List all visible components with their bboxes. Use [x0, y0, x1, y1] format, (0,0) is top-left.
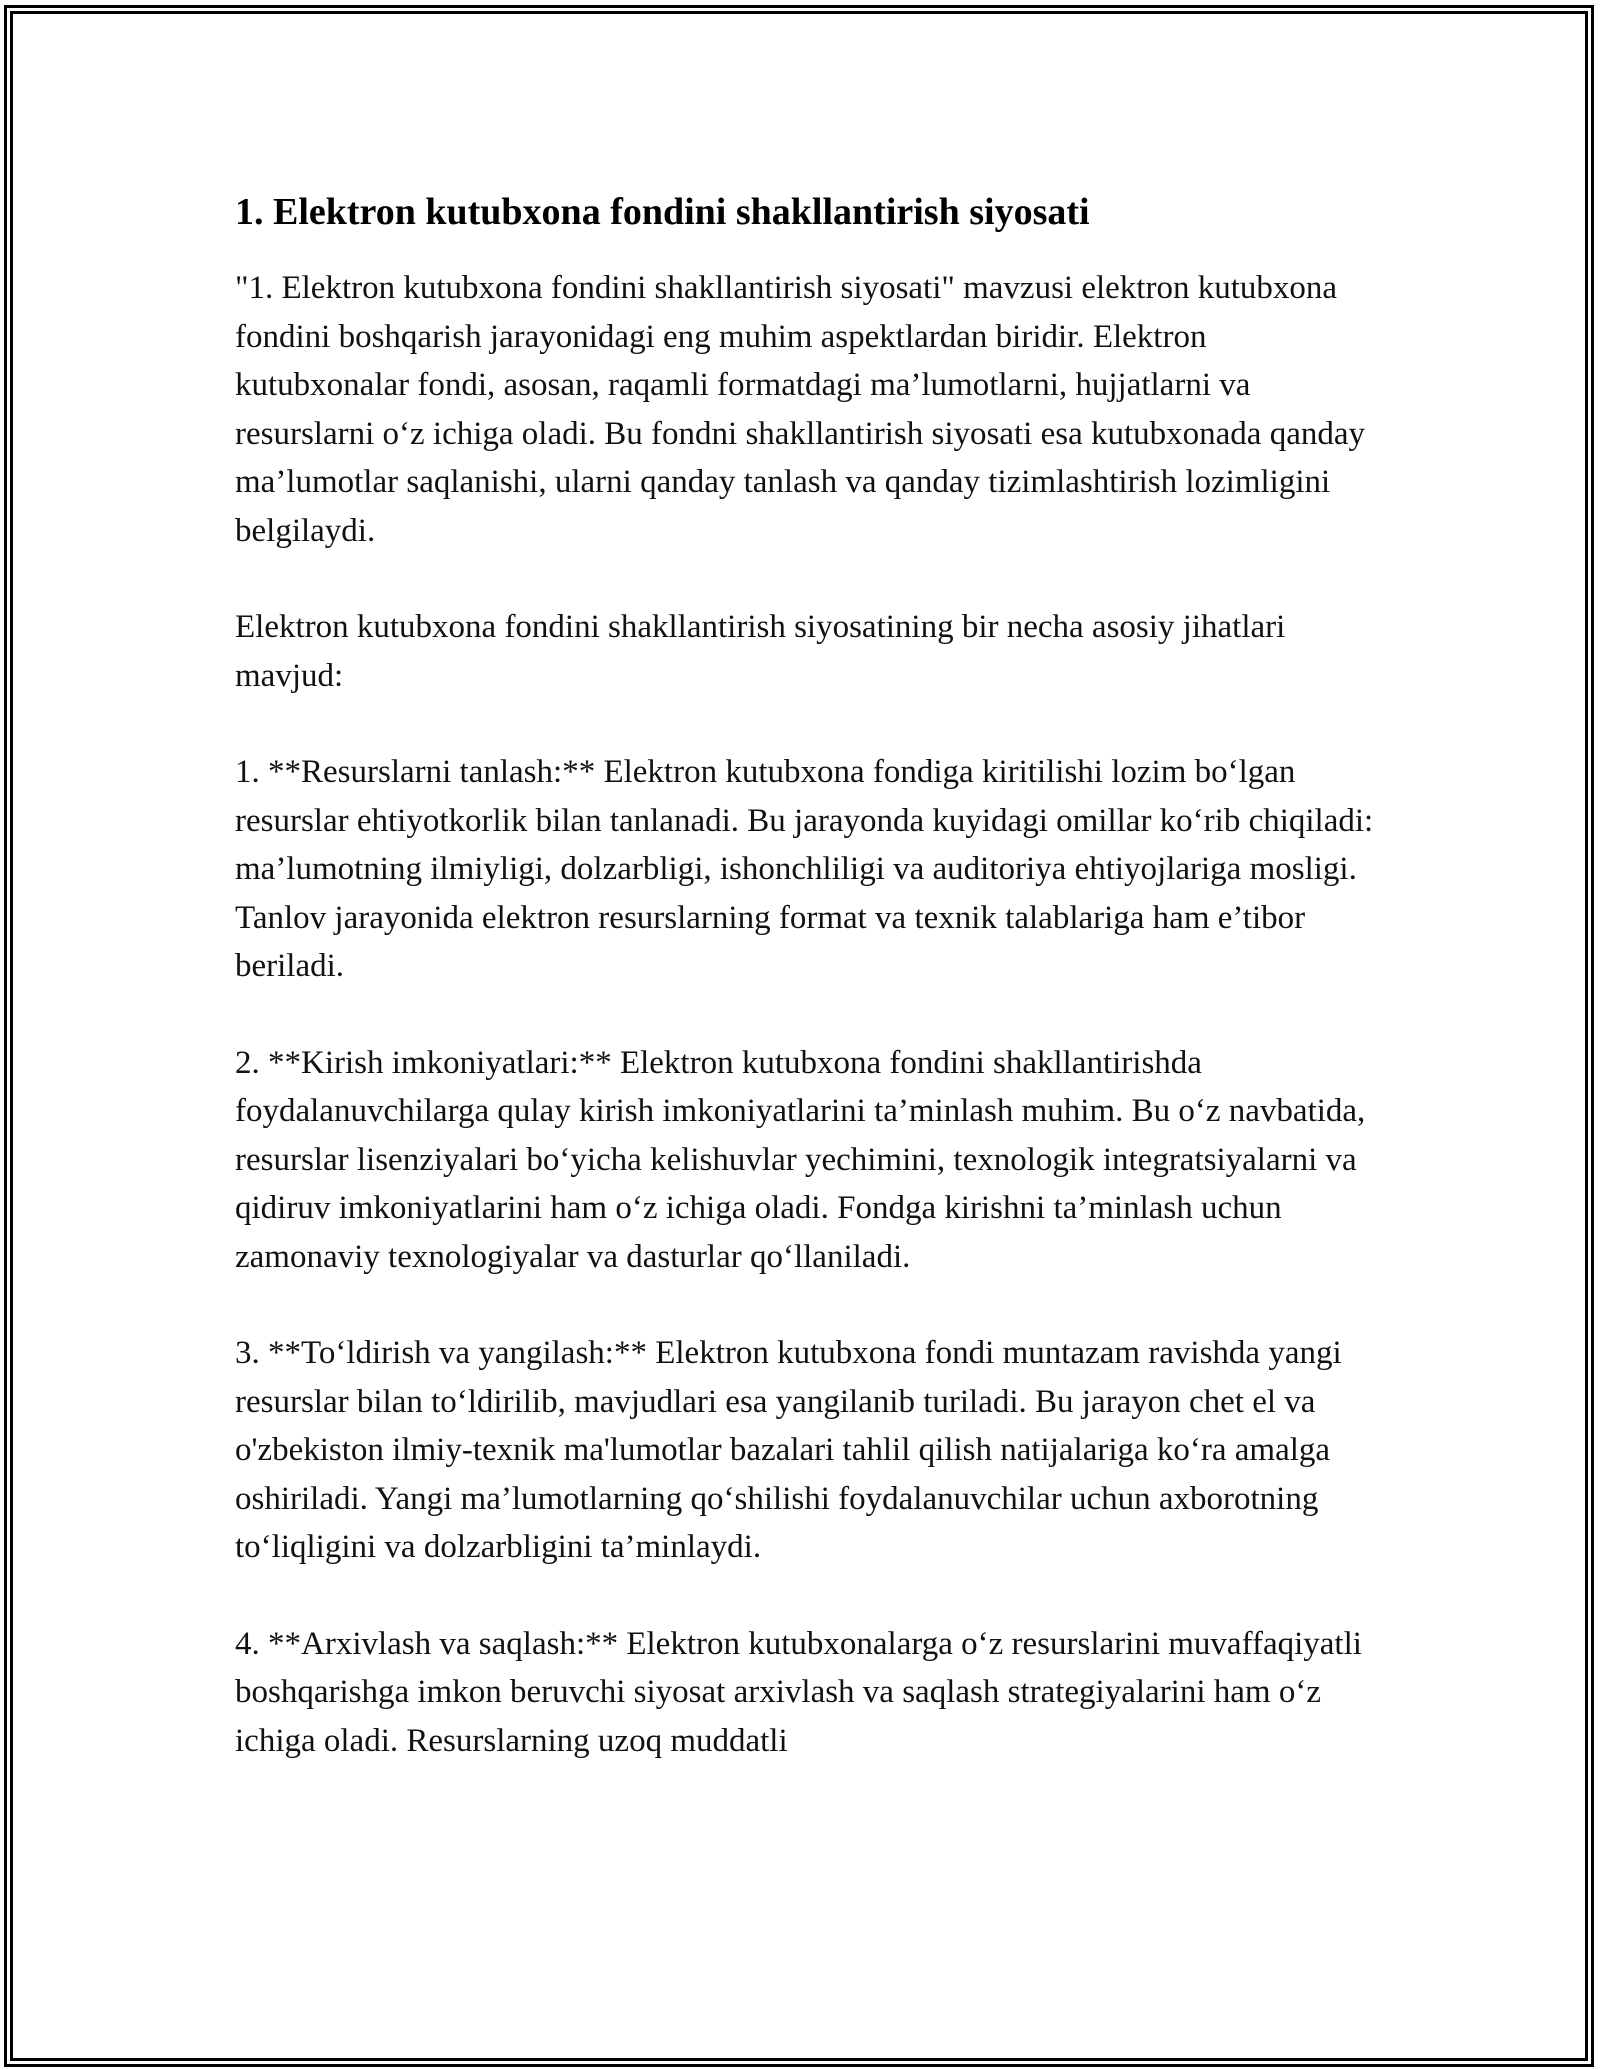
paragraph-item-2-access: 2. **Kirish imkoniyatlari:** Elektron kutubxona fondini shakllantirishda foydalanuvchilarga qulay kirish imkoniyatlarini ta’minlash muhim. Bu o‘z navbatida, resurslar lisenziyalari bo‘yicha kelishuvlar yechimini, texnologik integratsiyalarni va qidiruv imkoniyatlarini ham o‘z ichiga oladi. Fondga kirishni ta’minlash uchun zamonaviy texnologiyalar va dasturlar qo‘llaniladi. [235, 1044, 1366, 1275]
document-body [235, 182, 1385, 1813]
paragraph-aspects-lead: Elektron kutubxona fondini shakllantirish siyosatining bir necha asosiy jihatlari mavjud: [235, 609, 1286, 694]
paragraph-item-3-updating: 3. **To‘ldirish va yangilash:** Elektron kutubxona fondi muntazam ravishda yangi resurslar bilan to‘ldirilib, mavjudlari esa yangilanib turiladi. Bu jarayon chet el va o'zbekiston ilmiy-texnik ma'lumotlar bazalari tahlil qilish natijalariga ko‘ra amalga oshiriladi. Yangi ma’lumotlarning qo‘shilishi foydalanuvchilar uchun axborotning to‘liqligini va dolzarbligini ta’minlaydi. [235, 1335, 1342, 1565]
document-title: 1. Elektron kutubxona fondini shakllantirish siyosati [235, 191, 1090, 233]
paragraph-intro: "1. Elektron kutubxona fondini shakllantirish siyosati" mavzusi elektron kutubxona fondini boshqarish jarayonidagi eng muhim aspektlardan biridir. Elektron kutubxonalar fondi, asosan, raqamli formatdagi ma’lumotlarni, hujjatlarni va resurslarni o‘z ichiga oladi. Bu fondni shakllantirish siyosati esa kutubxonada qanday ma’lumotlar saqlanishi, ularni qanday tanlash va qanday tizimlashtirish lozimligini belgilaydi. [235, 270, 1365, 549]
paragraph-item-1-resource-selection: 1. **Resurslarni tanlash:** Elektron kutubxona fondiga kiritilishi lozim bo‘lgan resurslar ehtiyotkorlik bilan tanlanadi. Bu jarayonda kuyidagi omillar ko‘rib chiqiladi: ma’lumotning ilmiyligi, dolzarbligi, ishonchliligi va auditoriya ehtiyojlariga mosligi. Tanlov jarayonida elektron resurslarning format va texnik talablariga ham e’tibor beriladi. [235, 754, 1374, 984]
paragraph-item-4-archiving: 4. **Arxivlash va saqlash:** Elektron kutubxonalarga o‘z resurslarini muvaffaqiyatli boshqarishga imkon beruvchi siyosat arxivlash va saqlash strategiyalarini ham o‘z ichiga oladi. Resurslarning uzoq muddatli [235, 1625, 1362, 1759]
